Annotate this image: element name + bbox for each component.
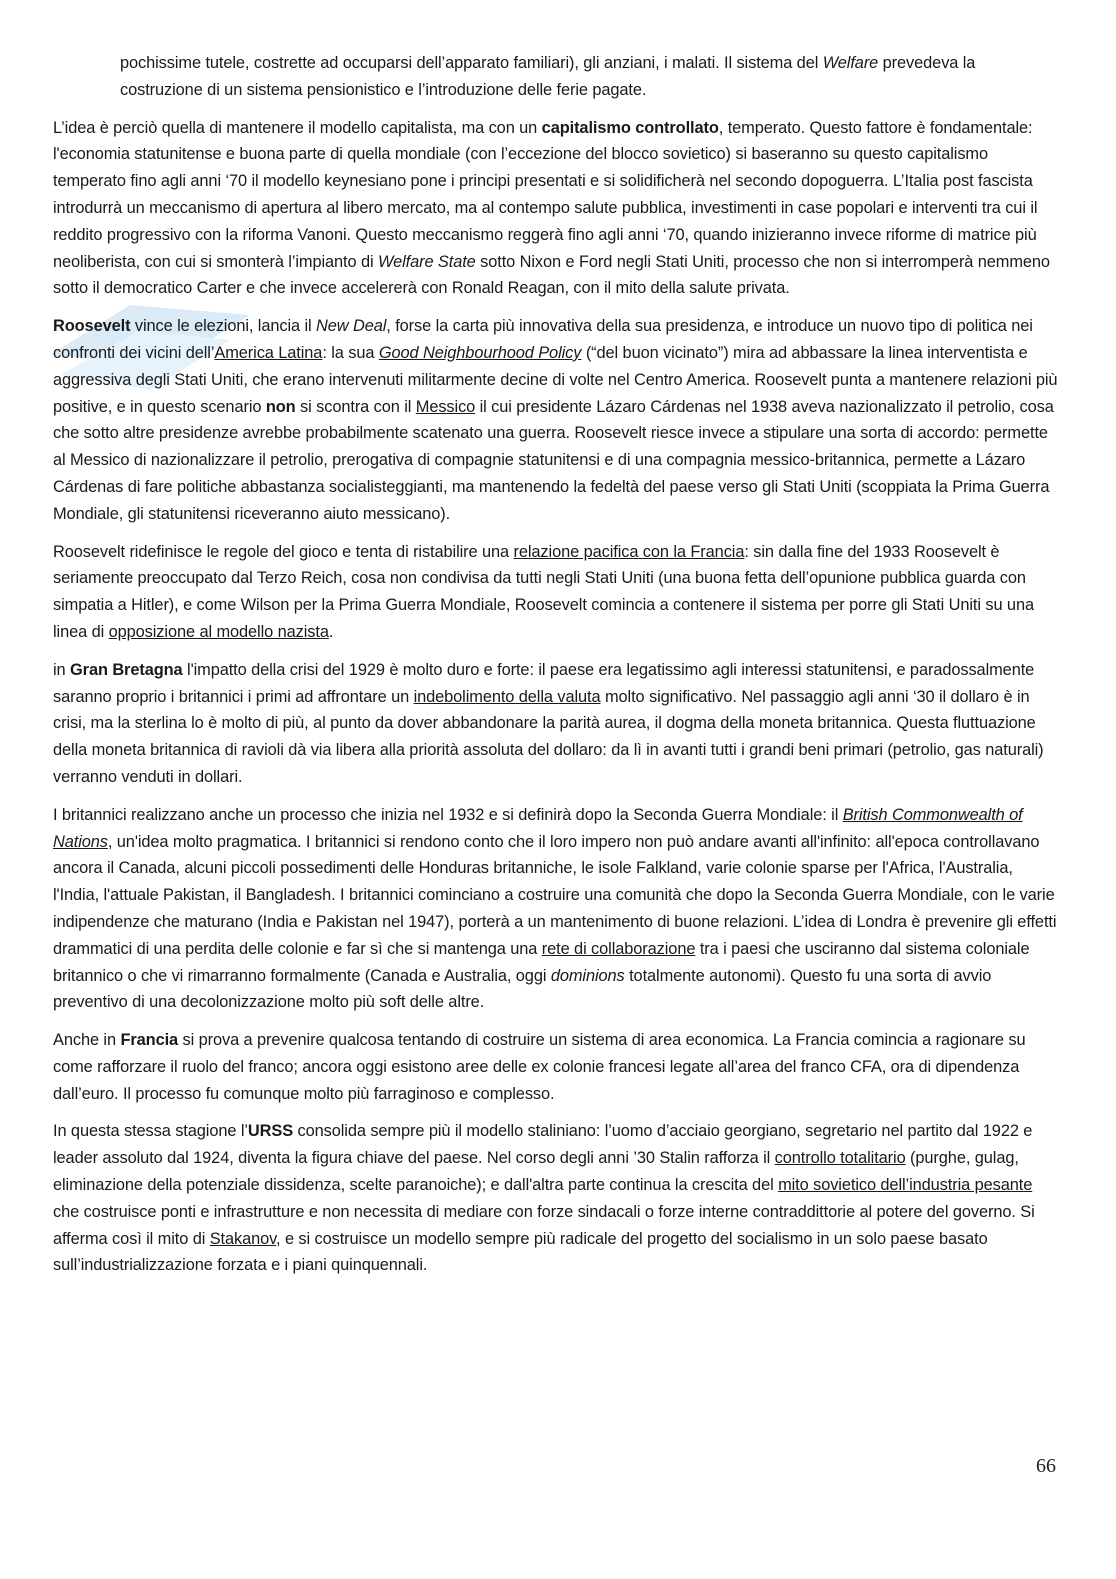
text-segment: si prova a prevenire qualcosa tentando di costruire un sistema di area economica. La Francia comincia a ragionare su come rafforzare il ruolo del franco; ancora oggi esistono aree delle ex colonie francesi legate all’area del franco CFA, ora di dipendenza dall’euro. Il processo fu comunque molto più farraginoso e complesso. xyxy=(53,1031,1026,1103)
text-segment: totalmente autonomi). Questo fu una sorta di avvio preventivo di una decolonizzazione molto più soft delle altre. xyxy=(53,966,992,1012)
text-segment: URSS xyxy=(247,1122,294,1141)
text-segment: (“del buon vicinato”) mira ad abbassare la linea interventista e aggressiva degli Stati Uniti, che erano intervenuti militarmente decine di volte nel Centro America. Roosevelt punta a mantenere relazioni più positive, e in questo scenario xyxy=(53,343,1058,416)
text-segment: tra i paesi che usciranno dal sistema coloniale britannico o che vi rimarranno formalmente (Canada e Australia, oggi xyxy=(53,939,1030,985)
text-segment: America Latina xyxy=(214,343,323,362)
text-segment: pochissime tutele, costrette ad occuparsi dell’apparato familiari), gli anziani, i malati. Il sistema del xyxy=(120,54,823,72)
text-segment: New Deal xyxy=(316,317,387,336)
text-segment: Welfare State xyxy=(378,252,476,271)
text-segment: : la sua xyxy=(322,343,379,362)
text-segment: Welfare xyxy=(822,54,879,72)
text-segment: molto significativo. Nel passaggio agli anni ‘30 il dollaro è in crisi, ma la sterlina lo è molto di più, al punto da dover abbandonare la parità aurea, il dogma della moneta britannica. Questa fluttuazione della moneta britannica di ravioli dà via libera alla priorità assoluta del dollaro: da lì in avanti tutti i grandi beni primari (petrolio, gas naturali) verranno venduti in dollari. xyxy=(53,687,1044,786)
text-segment: mito sovietico dell’industria pesante xyxy=(778,1176,1033,1195)
text-segment: Good Neighbourhood Policy xyxy=(378,343,582,362)
text-segment: . xyxy=(328,622,334,641)
text-segment: dominions xyxy=(550,966,625,985)
text-segment: Messico xyxy=(415,397,476,416)
text-segment: : sin dalla fine del 1933 Roosevelt è seriamente preoccupato dal Terzo Reich, cosa non condivisa da tutti negli Stati Uniti (una buona fetta dell’opunione pubblica guarda con simpatia a Hitler), e come Wilson per la Prima Guerra Mondiale, Roosevelt comincia a contenere il sistema per porre gli Stati Uniti su una linea di xyxy=(53,542,1034,641)
document-body xyxy=(53,50,1058,1290)
text-segment: indebolimento della valuta xyxy=(413,687,601,706)
paragraph xyxy=(53,313,1058,527)
text-segment: , temperato. Questo fattore è fondamentale: l'economia statunitense e buona parte di quella mondiale (con l’eccezione del blocco sovietico) si baseranno su questo capitalismo temperato fino agli anni ‘70 il modello keynesiano pone i principi presentati e si solidificherà nel secondo dopoguerra. L’Italia post fascista introdurrà un meccanismo di apertura al libero mercato, ma al contempo salute pubblica, investimenti in case popolari e interventi tra cui il reddito progressivo con la riforma Vanoni. Questo meccanismo reggerà fino agli anni ‘70, quando inizieranno invece riforme di matrice più neoliberista, con cui si smonterà l’impianto di xyxy=(53,118,1038,271)
text-segment: (purghe, gulag, eliminazione della potenziale dissidenza, scelte paranoiche); e dall'altra parte continua la crescita del xyxy=(53,1149,1019,1195)
text-segment: Roosevelt ridefinisce le regole del gioco e tenta di ristabilire una xyxy=(53,542,514,561)
text-segment: controllo totalitario xyxy=(774,1149,906,1168)
text-segment: In questa stessa stagione l’ xyxy=(53,1122,248,1141)
text-segment: capitalismo controllato xyxy=(541,118,719,137)
text-segment: in xyxy=(53,660,71,679)
text-segment: sotto Nixon e Ford negli Stati Uniti, processo che non si interromperà nemmeno sotto il democratico Carter e che invece accelererà con Ronald Reagan, con il mito della salute privata. xyxy=(53,252,1050,298)
text-segment: rete di collaborazione xyxy=(541,939,696,958)
text-segment: che costruisce ponti e infrastrutture e non necessita di mediare con forze sindacali o forze interne contraddittorie al potere del governo. Si afferma così il mito di xyxy=(53,1202,1035,1248)
text-segment: non xyxy=(265,397,296,416)
text-segment: L’idea è perciò quella di mantenere il modello capitalista, ma con un xyxy=(53,118,542,137)
text-segment: il cui presidente Lázaro Cárdenas nel 1938 aveva nazionalizzato il petrolio, cosa che sotto altre presidenze avrebbe probabilmente scatenato una guerra. Roosevelt riesce invece a stipulare una sorta di accordo: permette al Messico di nazionalizzare il petrolio, prerogativa di compagnie statunitensi e di una compagnia messico-britannica, permette a Lázaro Cárdenas di fare politiche abbastanza socialisteggianti, ma mantenendo la fedeltà del paese verso gli Stati Uniti (scoppiata la Prima Guerra Mondiale, gli statunitensi riceveranno aiuto messicano). xyxy=(53,397,1054,523)
text-segment: Francia xyxy=(120,1031,179,1050)
paragraph xyxy=(53,1118,1058,1279)
text-segment: si scontra con il xyxy=(295,397,416,416)
text-segment: Roosevelt xyxy=(53,317,131,336)
paragraph xyxy=(53,539,1058,646)
paragraph xyxy=(53,1027,1058,1107)
text-segment: , forse la carta più innovativa della sua presidenza, e introduce un nuovo tipo di politica nei confronti dei vicini dell’ xyxy=(53,317,1033,362)
text-segment: l'impatto della crisi del 1929 è molto duro e forte: il paese era legatissimo agli interessi statunitensi, e paradossalmente saranno proprio i britannici i primi ad affrontare un xyxy=(53,660,1035,706)
text-segment: vince le elezioni, lancia il xyxy=(130,317,317,336)
text-segment: , e si costruisce un modello sempre più radicale del progetto del socialismo in un solo paese basato sull’industrializzazione forzata e i piani quinquennali. xyxy=(53,1229,988,1275)
paragraph xyxy=(53,115,1058,303)
text-segment: relazione pacifica con la Francia xyxy=(513,542,745,561)
text-segment: British Commonwealth of Nations xyxy=(53,805,1023,851)
text-segment: Anche in xyxy=(53,1031,121,1050)
paragraph xyxy=(53,802,1058,1016)
paragraph xyxy=(53,657,1058,791)
page-number: 66 xyxy=(1036,1455,1056,1477)
paragraph xyxy=(53,50,1058,104)
text-segment: , un'idea molto pragmatica. I britannici si rendono conto che il loro impero non può andare avanti all'infinito: all'epoca controllavano ancora il Canada, alcuni piccoli possedimenti delle Honduras britanniche, le isole Falkland, varie colonie sparse per l'Africa, l'Australia, l'India, l'attuale Pakistan, il Bangladesh. I britannici cominciano a costruire una comunità che dopo la Seconda Guerra Mondiale, con le varie indipendenze che maturano (India e Pakistan nel 1947), porterà a un mantenimento di buone relazioni. L’idea di Londra è prevenire gli effetti drammatici di una perdita delle colonie e far sì che si mantenga una xyxy=(53,832,1057,958)
text-segment: Gran Bretagna xyxy=(70,660,183,679)
text-segment: prevedeva la costruzione di un sistema pensionistico e l’introduzione delle ferie pagate. xyxy=(120,54,976,99)
text-segment: opposizione al modello nazista xyxy=(108,622,329,641)
text-segment: Stakanov xyxy=(209,1229,277,1248)
text-segment: I britannici realizzano anche un processo che inizia nel 1932 e si definirà dopo la Seconda Guerra Mondiale: il xyxy=(53,805,843,824)
text-segment: consolida sempre più il modello staliniano: l’uomo d’acciaio georgiano, segretario nel partito dal 1922 e leader assoluto dal 1924, diventa la figura chiave del paese. Nel corso degli anni ’30 Stalin rafforza il xyxy=(53,1122,1033,1168)
